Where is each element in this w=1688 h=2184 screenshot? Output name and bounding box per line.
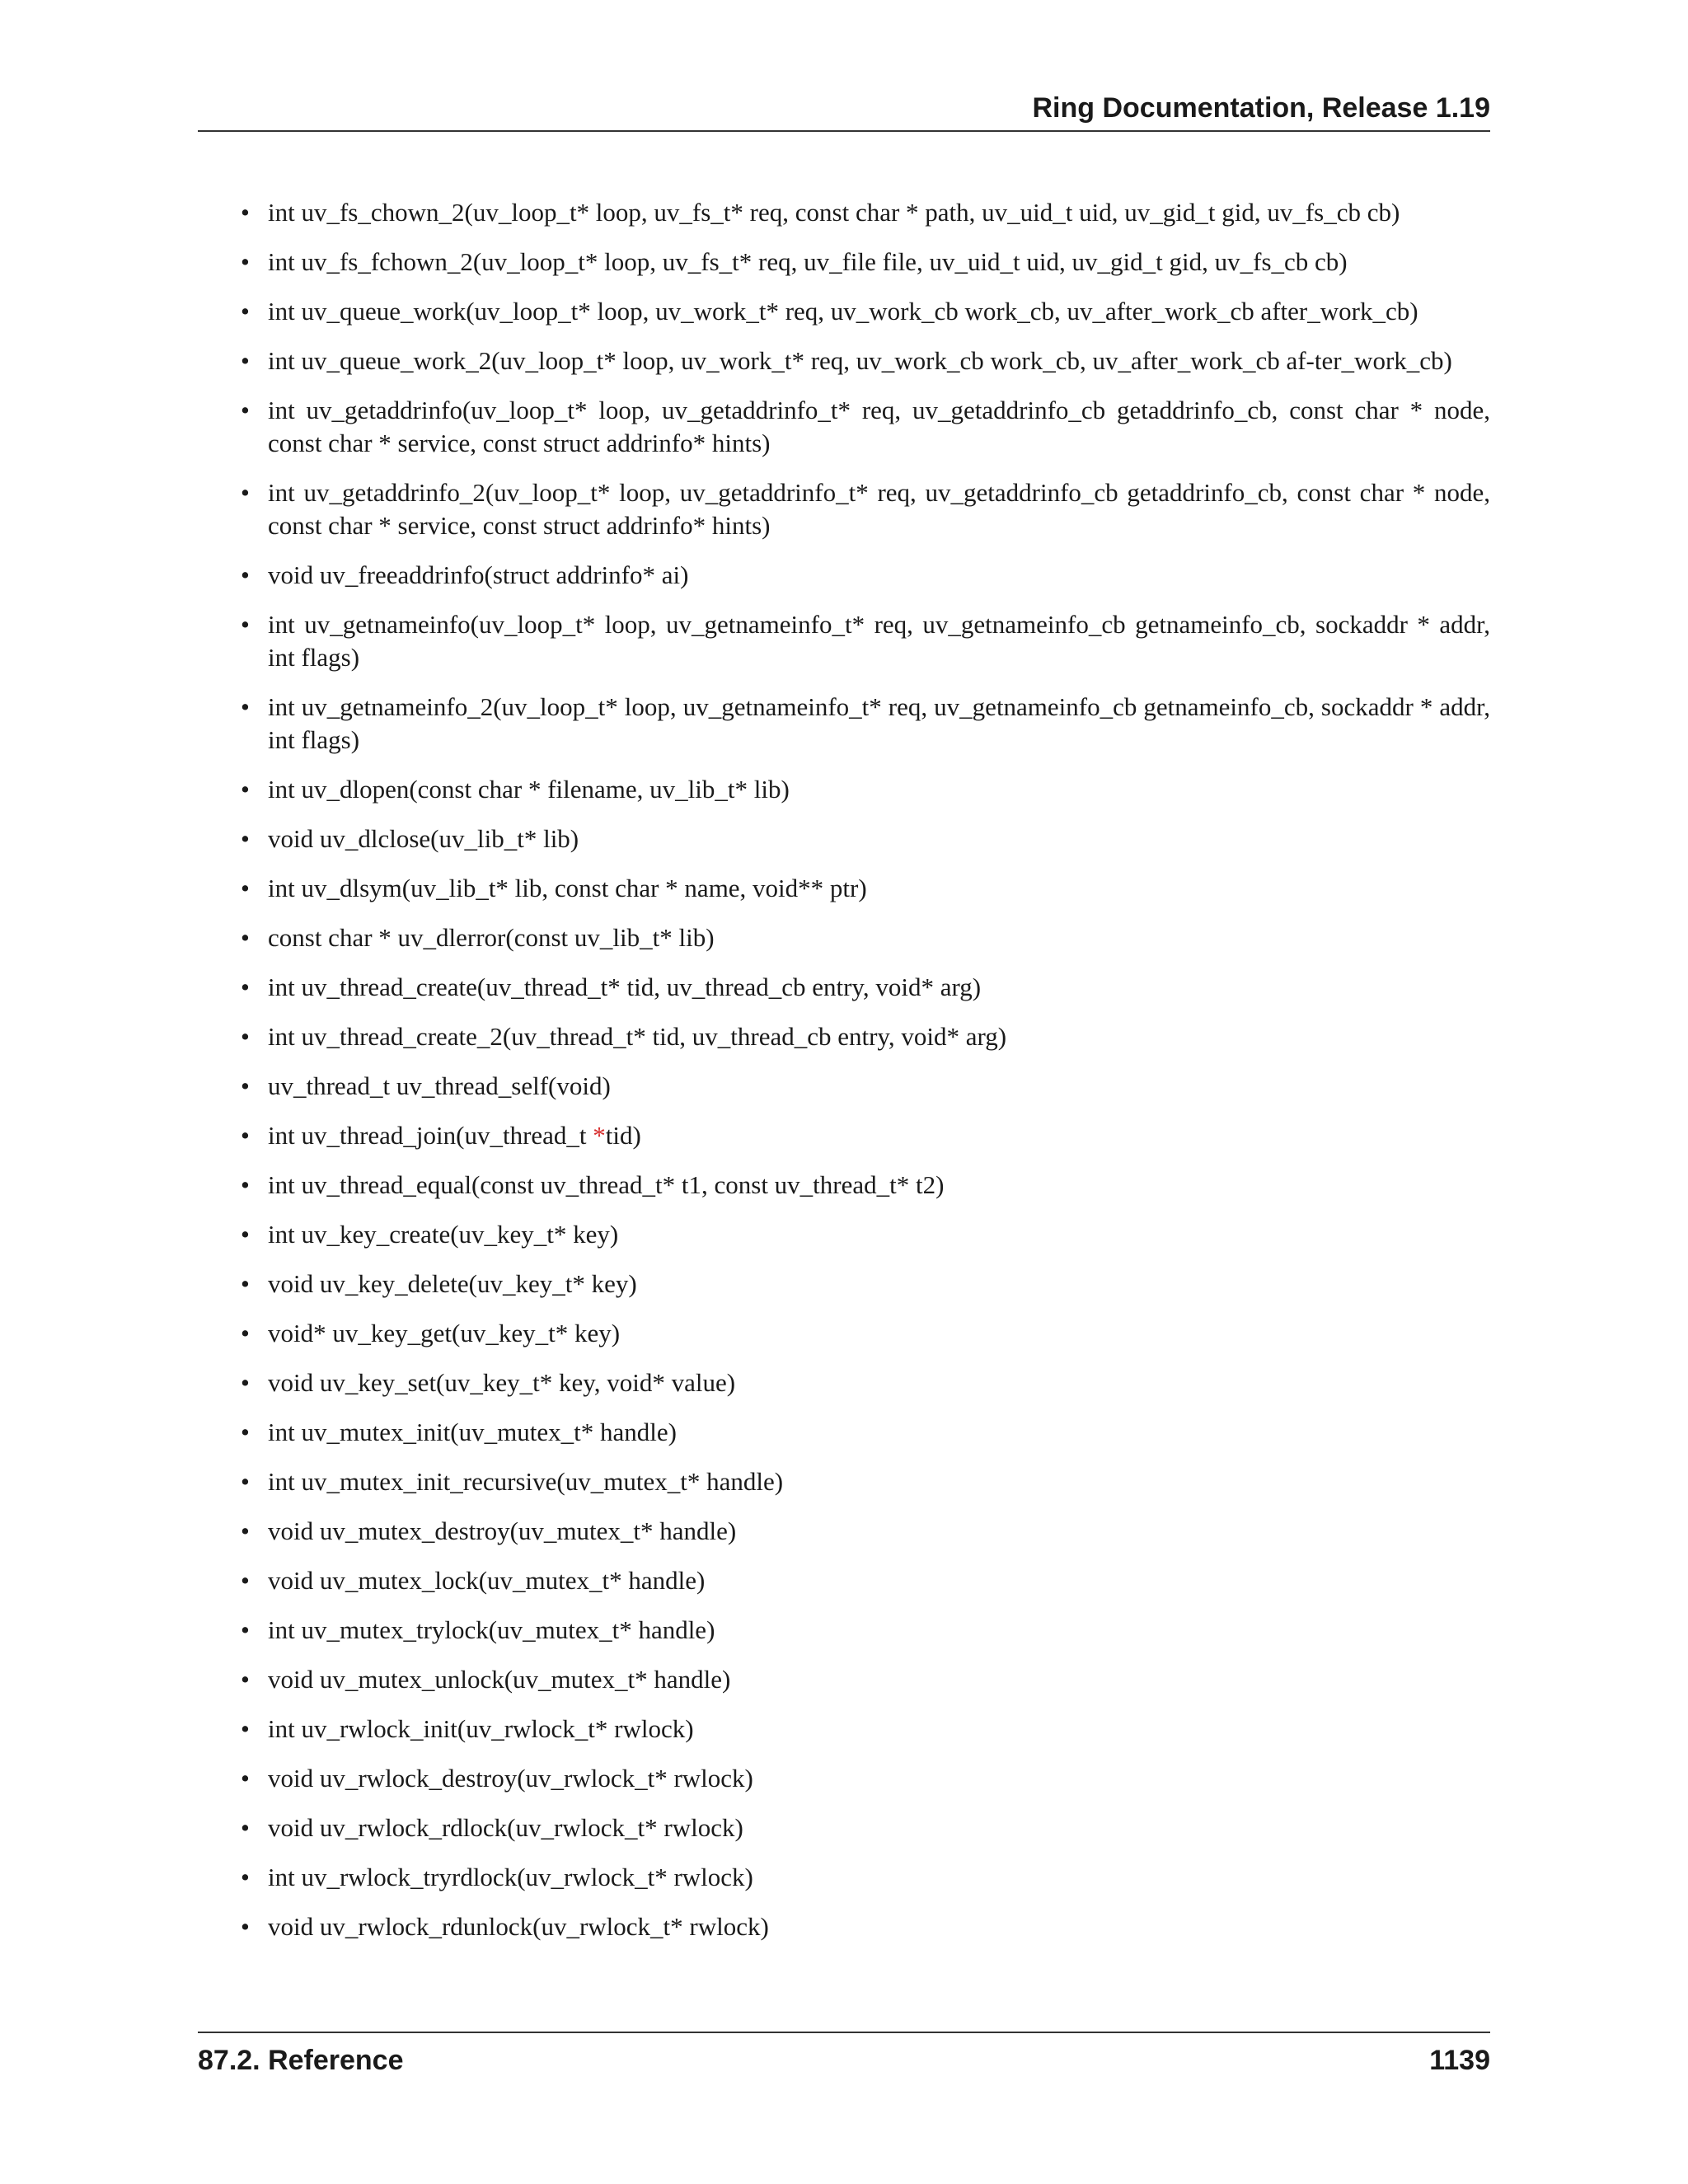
function-signature: int uv_rwlock_init(uv_rwlock_t* rwlock) [268, 1714, 694, 1743]
bullet-icon: • [241, 198, 250, 227]
function-signature-suffix: tid) [605, 1121, 641, 1150]
function-signature: void uv_mutex_unlock(uv_mutex_t* handle) [268, 1665, 731, 1694]
bullet-icon: • [241, 1665, 250, 1694]
list-item [239, 921, 1490, 954]
bullet-icon: • [241, 1764, 250, 1793]
bullet-icon: • [241, 1319, 250, 1347]
function-signature: int uv_queue_work_2(uv_loop_t* loop, uv_work_t* req, uv_work_cb work_cb, uv_after_work_cb af-ter_work_cb) [268, 346, 1452, 375]
list-item [239, 1416, 1490, 1449]
bullet-icon: • [241, 1714, 250, 1743]
function-signature: int uv_dlsym(uv_lib_t* lib, const char * name, void** ptr) [268, 874, 867, 902]
function-list [239, 196, 1490, 1960]
list-item [239, 872, 1490, 905]
function-signature: void uv_rwlock_rdunlock(uv_rwlock_t* rwlock) [268, 1912, 769, 1941]
bullet-icon: • [241, 610, 250, 639]
list-item [239, 295, 1490, 328]
bullet-icon: • [241, 1516, 250, 1545]
function-signature: void uv_rwlock_rdlock(uv_rwlock_t* rwlock) [268, 1813, 743, 1842]
list-item [239, 1762, 1490, 1795]
function-signature: int uv_getnameinfo(uv_loop_t* loop, uv_getnameinfo_t* req, uv_getnameinfo_cb getnameinfo_cb, sockaddr * addr, int flags) [268, 610, 1490, 672]
list-item [239, 196, 1490, 229]
list-item [239, 394, 1490, 460]
list-item [239, 344, 1490, 377]
list-item [239, 1070, 1490, 1103]
bullet-icon: • [241, 1615, 250, 1644]
function-signature: void uv_freeaddrinfo(struct addrinfo* ai) [268, 560, 689, 589]
bullet-icon: • [241, 1418, 250, 1446]
list-item [239, 971, 1490, 1004]
function-signature: void uv_key_set(uv_key_t* key, void* value) [268, 1368, 736, 1397]
bullet-icon: • [241, 1071, 250, 1100]
function-signature: int uv_mutex_trylock(uv_mutex_t* handle) [268, 1615, 715, 1644]
bullet-icon: • [241, 297, 250, 326]
section-title: 87.2. Reference [198, 2045, 404, 2076]
list-item [239, 1811, 1490, 1844]
list-item [239, 1020, 1490, 1053]
highlighted-asterisk: * [593, 1121, 606, 1150]
bullet-icon: • [241, 1912, 250, 1941]
function-signature: int uv_key_create(uv_key_t* key) [268, 1220, 619, 1249]
function-signature: int uv_thread_equal(const uv_thread_t* t1, const uv_thread_t* t2) [268, 1170, 945, 1199]
list-item [239, 559, 1490, 592]
function-signature: void uv_key_delete(uv_key_t* key) [268, 1269, 637, 1298]
list-item [239, 476, 1490, 542]
bullet-icon: • [241, 692, 250, 721]
page-number: 1139 [1429, 2045, 1490, 2076]
list-item [239, 1119, 1490, 1152]
list-item [239, 1515, 1490, 1548]
function-signature: int uv_queue_work(uv_loop_t* loop, uv_work_t* req, uv_work_cb work_cb, uv_after_work_cb after_work_cb) [268, 297, 1418, 326]
list-item [239, 1564, 1490, 1597]
bullet-icon: • [241, 1467, 250, 1496]
list-item [239, 1861, 1490, 1894]
function-signature: uv_thread_t uv_thread_self(void) [268, 1071, 611, 1100]
function-signature: void* uv_key_get(uv_key_t* key) [268, 1319, 621, 1347]
bullet-icon: • [241, 824, 250, 853]
function-signature-prefix: int uv_thread_join(uv_thread_t [268, 1121, 593, 1150]
list-item [239, 1465, 1490, 1498]
function-signature: const char * uv_dlerror(const uv_lib_t* lib) [268, 923, 715, 952]
bullet-icon: • [241, 1022, 250, 1051]
bullet-icon: • [241, 247, 250, 276]
function-signature: int uv_thread_create(uv_thread_t* tid, uv_thread_cb entry, void* arg) [268, 972, 982, 1001]
list-item [239, 1218, 1490, 1251]
function-signature: int uv_mutex_init_recursive(uv_mutex_t* handle) [268, 1467, 784, 1496]
function-signature: void uv_dlclose(uv_lib_t* lib) [268, 824, 579, 853]
function-signature: int uv_fs_chown_2(uv_loop_t* loop, uv_fs_t* req, const char * path, uv_uid_t uid, uv_gid_t gid, uv_fs_cb cb) [268, 198, 1400, 227]
list-item [239, 691, 1490, 757]
function-signature: int uv_dlopen(const char * filename, uv_lib_t* lib) [268, 775, 790, 804]
list-item [239, 773, 1490, 806]
bullet-icon: • [241, 560, 250, 589]
function-signature: int uv_fs_fchown_2(uv_loop_t* loop, uv_fs_t* req, uv_file file, uv_uid_t uid, uv_gid_t gid, uv_fs_cb cb) [268, 247, 1348, 276]
bullet-icon: • [241, 478, 250, 507]
list-item [239, 246, 1490, 279]
list-item [239, 1366, 1490, 1399]
list-item [239, 1268, 1490, 1301]
list-item [239, 1169, 1490, 1202]
bullet-icon: • [241, 1566, 250, 1595]
list-item [239, 1317, 1490, 1350]
function-signature: void uv_rwlock_destroy(uv_rwlock_t* rwlock) [268, 1764, 753, 1793]
bullet-icon: • [241, 1170, 250, 1199]
bullet-icon: • [241, 1863, 250, 1891]
function-signature: int uv_mutex_init(uv_mutex_t* handle) [268, 1418, 677, 1446]
list-item [239, 823, 1490, 855]
page-header [198, 89, 1490, 132]
page-footer [198, 2032, 1490, 2083]
document-title: Ring Documentation, Release 1.19 [1032, 92, 1490, 124]
bullet-icon: • [241, 1220, 250, 1249]
function-signature: void uv_mutex_lock(uv_mutex_t* handle) [268, 1566, 706, 1595]
bullet-icon: • [241, 775, 250, 804]
function-signature: int uv_getaddrinfo_2(uv_loop_t* loop, uv_getaddrinfo_t* req, uv_getaddrinfo_cb getaddrinfo_cb, const char * node, const char * service, const struct addrinfo* hints) [268, 478, 1490, 540]
bullet-icon: • [241, 923, 250, 952]
list-item [239, 1910, 1490, 1943]
bullet-icon: • [241, 1269, 250, 1298]
list-item [239, 1614, 1490, 1647]
bullet-icon: • [241, 1368, 250, 1397]
function-signature: int uv_thread_create_2(uv_thread_t* tid, uv_thread_cb entry, void* arg) [268, 1022, 1007, 1051]
bullet-icon: • [241, 396, 250, 424]
bullet-icon: • [241, 874, 250, 902]
function-signature: int uv_rwlock_tryrdlock(uv_rwlock_t* rwlock) [268, 1863, 753, 1891]
function-signature: int uv_getaddrinfo(uv_loop_t* loop, uv_getaddrinfo_t* req, uv_getaddrinfo_cb getaddrinfo_cb, const char * node, const char * service, const struct addrinfo* hints) [268, 396, 1490, 457]
list-item [239, 1663, 1490, 1696]
function-signature: void uv_mutex_destroy(uv_mutex_t* handle) [268, 1516, 737, 1545]
list-item [239, 1713, 1490, 1746]
bullet-icon: • [241, 972, 250, 1001]
bullet-icon: • [241, 346, 250, 375]
bullet-icon: • [241, 1813, 250, 1842]
bullet-icon: • [241, 1121, 250, 1150]
function-signature: int uv_getnameinfo_2(uv_loop_t* loop, uv_getnameinfo_t* req, uv_getnameinfo_cb getnameinfo_cb, sockaddr * addr, int flags) [268, 692, 1490, 754]
list-item [239, 608, 1490, 674]
